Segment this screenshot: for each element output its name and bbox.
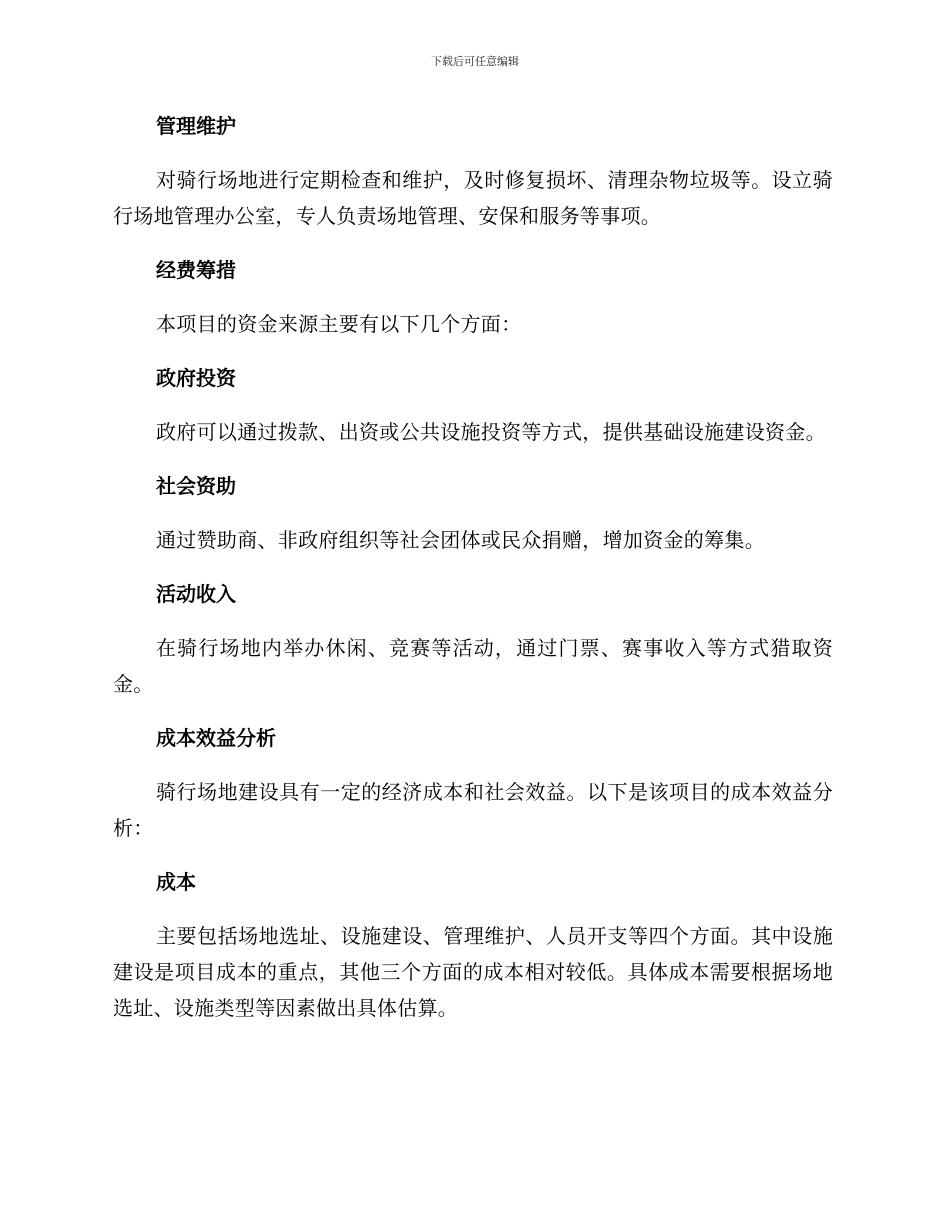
- section-cost: [113, 864, 833, 1026]
- section-heading: 成本: [156, 870, 196, 894]
- section-heading: 管理维护: [156, 114, 236, 138]
- section-funding: [113, 252, 833, 342]
- page-header: 下载后可任意编辑: [431, 55, 519, 68]
- section-paragraph: 对骑行场地进行定期检查和维护，及时修复损坏、清理杂物垃圾等。设立骑行场地管理办公室，专人负责场地管理、安保和服务等事项。: [113, 168, 833, 228]
- section-heading: 活动收入: [156, 582, 236, 606]
- section-paragraph: 主要包括场地选址、设施建设、管理维护、人员开支等四个方面。其中设施建设是项目成本的重点，其他三个方面的成本相对较低。具体成本需要根据场地选址、设施类型等因素做出具体估算。: [113, 924, 833, 1020]
- section-heading: 社会资助: [156, 474, 236, 498]
- section-management: [113, 108, 833, 234]
- section-heading: 经费筹措: [156, 258, 236, 282]
- section-heading: 成本效益分析: [156, 726, 276, 750]
- section-paragraph: 在骑行场地内举办休闲、竞赛等活动，通过门票、赛事收入等方式猎取资金。: [113, 636, 833, 696]
- section-paragraph: 骑行场地建设具有一定的经济成本和社会效益。以下是该项目的成本效益分析：: [113, 780, 833, 840]
- section-cost-benefit: [113, 720, 833, 846]
- section-activity-income: [113, 576, 833, 702]
- section-heading: 政府投资: [156, 366, 236, 390]
- section-government-investment: [113, 360, 833, 450]
- document-body: [113, 108, 833, 1026]
- section-paragraph: 本项目的资金来源主要有以下几个方面：: [156, 312, 522, 336]
- section-social-sponsorship: [113, 468, 833, 558]
- section-paragraph: 通过赞助商、非政府组织等社会团体或民众捐赠，增加资金的筹集。: [156, 528, 765, 552]
- section-paragraph: 政府可以通过拨款、出资或公共设施投资等方式，提供基础设施建设资金。: [156, 420, 826, 444]
